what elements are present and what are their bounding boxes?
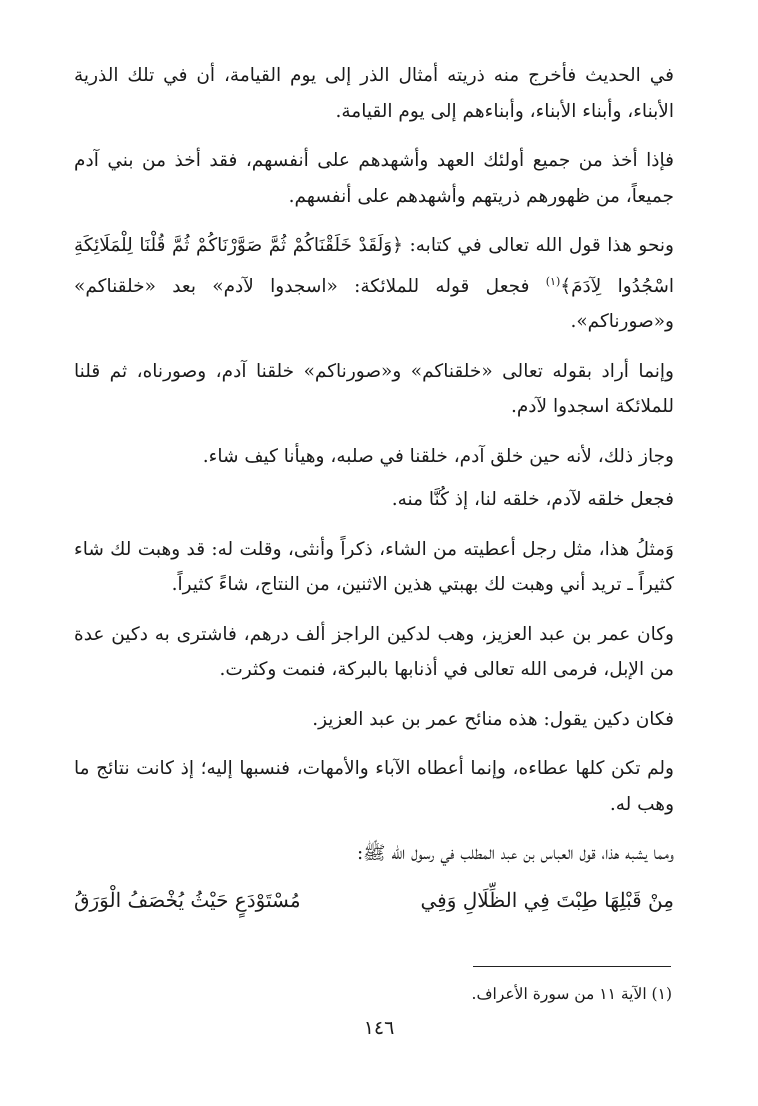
- page-body: [74, 58, 674, 920]
- page-number: ١٤٦: [363, 1017, 395, 1039]
- footnote-divider: [473, 966, 671, 967]
- paragraph-11: ومما يشبه هذا، قول العباس بن عبد المطلب في رسول الله ﷺ:: [356, 843, 674, 865]
- poem-hemistich-second: مُسْتَوْدَعٍ حَيْثُ يُخْصَفُ الْوَرَقُ: [74, 887, 301, 912]
- paragraph-7: وَمثلُ هذا، مثل رجل أعطيته من الشاء، ذكراً وأنثى، وقلت له: قد وهبت لك شاء كثيراً ـ تريد أني وهبت لك بهبتي هذين الاثنين، من النتاج، شاءً كثيراً.: [74, 538, 674, 596]
- paragraph-10: ولم تكن كلها عطاءه، وإنما أعطاه الآباء والأمهات، فنسبها إليه؛ إذ كانت نتائج ما وهب له.: [74, 758, 674, 815]
- paragraph-4: وإنما أراد بقوله تعالى «خلقناكم» و«صورناكم» خلقنا آدم، وصورناه، ثم قلنا للملائكة اسجدوا لآدم.: [74, 360, 674, 418]
- paragraph-2: فإذا أخذ من جميع أولئك العهد وأشهدهم على أنفسهم، فقد أخذ من بني آدم جميعاً، من ظهورهم ذريتهم وأشهدهم على أنفسهم.: [74, 150, 674, 207]
- footnote: (١) الآية ١١ من سورة الأعراف.: [471, 985, 672, 1003]
- poem-hemistich-first: مِنْ قَبْلِهَا طِبْتَ فِي الظِّلَالِ وَفِي: [420, 887, 674, 912]
- quran-commentary: فجعل قوله للملائكة: «اسجدوا لآدم» بعد «خلقناكم» و«صورناكم».: [74, 275, 674, 333]
- paragraph-8: وكان عمر بن عبد العزيز، وهب لدكين الراجز ألف درهم، فاشترى به دكين عدة من الإبل، فرمى الله تعالى في أذنابها بالبركة، فنمت وكثرت.: [74, 623, 674, 681]
- paragraph-6: فجعل خلقه لآدم، خلقه لنا، إذ كُنَّا منه.: [391, 489, 674, 511]
- paragraph-5: وجاز ذلك، لأنه حين خلق آدم، خلقنا في صلبه، وهيأنا كيف شاء.: [202, 445, 674, 467]
- quran-verse: ونحو هذا قول الله تعالى في كتابه: ﴿وَلَقَدْ خَلَقْنَاكُمْ ثُمَّ صَوَّرْنَاكُمْ ثُمَّ قُلْنَا لِلْمَلَائِكَةِ اسْجُدُوا لِآدَمَ﴾: [74, 235, 674, 297]
- paragraph-9: فكان دكين يقول: هذه منائح عمر بن عبد العزيز.: [312, 708, 674, 730]
- paragraph-1: في الحديث فأخرج منه ذريته أمثال الذر إلى يوم القيامة، أن في تلك الذرية الأبناء، وأبناء الأبناء، وأبناءهم إلى يوم القيامة.: [74, 65, 674, 122]
- paragraph-3: [74, 228, 674, 340]
- footnote-marker: (١): [545, 274, 561, 288]
- poem-verse: [74, 880, 674, 920]
